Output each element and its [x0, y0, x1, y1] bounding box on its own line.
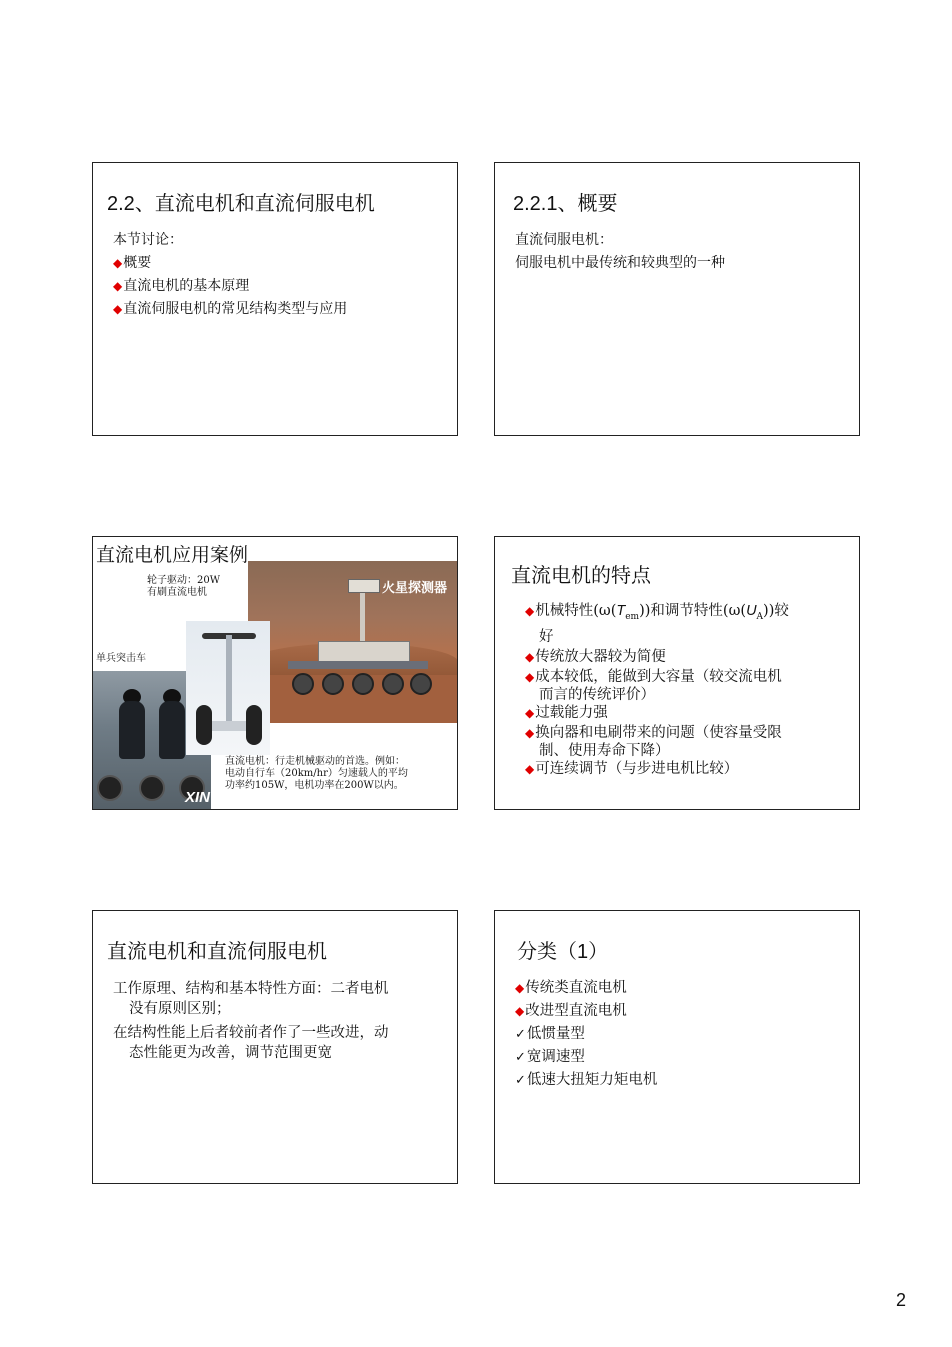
slide-5: [92, 910, 458, 1184]
diamond-bullet-icon: ◆: [525, 649, 535, 664]
slide-title: 2.2.1、概要: [513, 191, 618, 215]
slide-title: 直流电机的特点: [511, 563, 651, 587]
slide-body: [515, 977, 657, 1092]
bottom-caption: 直流电机：行走机械驱动的首选。例如： 电动自行车（20km/hr）匀速载人的平均 功率约105W，电机功率在200W以内。: [225, 756, 408, 791]
slide-body: [113, 229, 347, 321]
segway-photo: [186, 621, 270, 755]
checkmark-icon: ✓: [515, 1050, 526, 1065]
slide-2: [494, 162, 860, 436]
mars-rover-photo: [248, 561, 458, 723]
list-item: ◆可连续调节（与步进电机比较）: [525, 760, 739, 777]
photo-watermark: XIN: [185, 789, 211, 806]
diamond-bullet-icon: ◆: [113, 256, 123, 270]
slide-body: ◆机械特性$(\omega(T_{em}))$和调节特性$(\omega(U_A))$较 好 ◆传统放大器较为简便 ◆成本较低，能做到大容量（较交流电机 而言的传统评价） ◆过载能力强 ◆换向器和电刷带来的问题（使容量受限 制、使用寿命下降） ◆可连续调节（与步进电机比较）: [525, 603, 789, 777]
police-caption: 单兵突击车: [96, 653, 146, 664]
diamond-bullet-icon: ◆: [525, 669, 535, 684]
list-item: ✓低速大扭矩力矩电机: [515, 1072, 658, 1088]
slide-3: [92, 536, 458, 810]
list-item: ◆机械特性$(\omega(T_{em}))$和调节特性$(\omega(U_A))$较: [525, 603, 789, 622]
list-item: ◆传统类直流电机: [515, 980, 627, 996]
diamond-bullet-icon: ◆: [525, 761, 535, 776]
list-item: ◆传统放大器较为简便: [525, 648, 666, 665]
list-item: ◆换向器和电刷带来的问题（使容量受限: [525, 724, 782, 741]
slide-4: [494, 536, 860, 810]
list-item: ◆直流电机的基本原理: [113, 278, 250, 294]
slide-title: 分类（1）: [517, 939, 609, 963]
mars-label: 火星探测器: [381, 580, 447, 595]
checkmark-icon: ✓: [515, 1027, 526, 1042]
diamond-bullet-icon: ◆: [525, 604, 535, 618]
intro-text: 本节讨论：: [113, 232, 183, 248]
diamond-bullet-icon: ◆: [525, 725, 535, 740]
list-item: ◆概要: [113, 255, 152, 271]
wheel-caption: 轮子驱动：20W 有刷直流电机: [147, 575, 221, 598]
slide-title: 直流电机应用案例: [96, 544, 249, 566]
slide-body: 工作原理、结构和基本特性方面：二者电机 没有原则区别； 在结构性能上后者较前者作了一些改进，动 态性能更为改善，调节范围更宽: [113, 981, 389, 1061]
slide-title: 直流电机和直流伺服电机: [107, 939, 327, 963]
list-item: ◆改进型直流电机: [515, 1003, 627, 1019]
diamond-bullet-icon: ◆: [525, 705, 535, 720]
page-number: 2: [896, 1290, 907, 1310]
diamond-bullet-icon: ◆: [113, 279, 123, 293]
slide-6: [494, 910, 860, 1184]
diamond-bullet-icon: ◆: [515, 981, 525, 995]
slide-title: 2.2、直流电机和直流伺服电机: [107, 191, 375, 215]
text-line: 直流伺服电机：: [515, 232, 613, 248]
slide-1: [92, 162, 458, 436]
diamond-bullet-icon: ◆: [515, 1004, 525, 1018]
list-item: ◆直流伺服电机的常见结构类型与应用: [113, 301, 348, 317]
text-line: 伺服电机中最传统和较典型的一种: [515, 255, 725, 271]
list-item: ✓宽调速型: [515, 1049, 585, 1065]
slide-body: [515, 229, 725, 275]
diamond-bullet-icon: ◆: [113, 302, 123, 316]
checkmark-icon: ✓: [515, 1073, 526, 1088]
list-item: ◆成本较低，能做到大容量（较交流电机: [525, 668, 782, 685]
list-item: ✓低惯量型: [515, 1026, 585, 1042]
list-item: ◆过载能力强: [525, 704, 608, 721]
